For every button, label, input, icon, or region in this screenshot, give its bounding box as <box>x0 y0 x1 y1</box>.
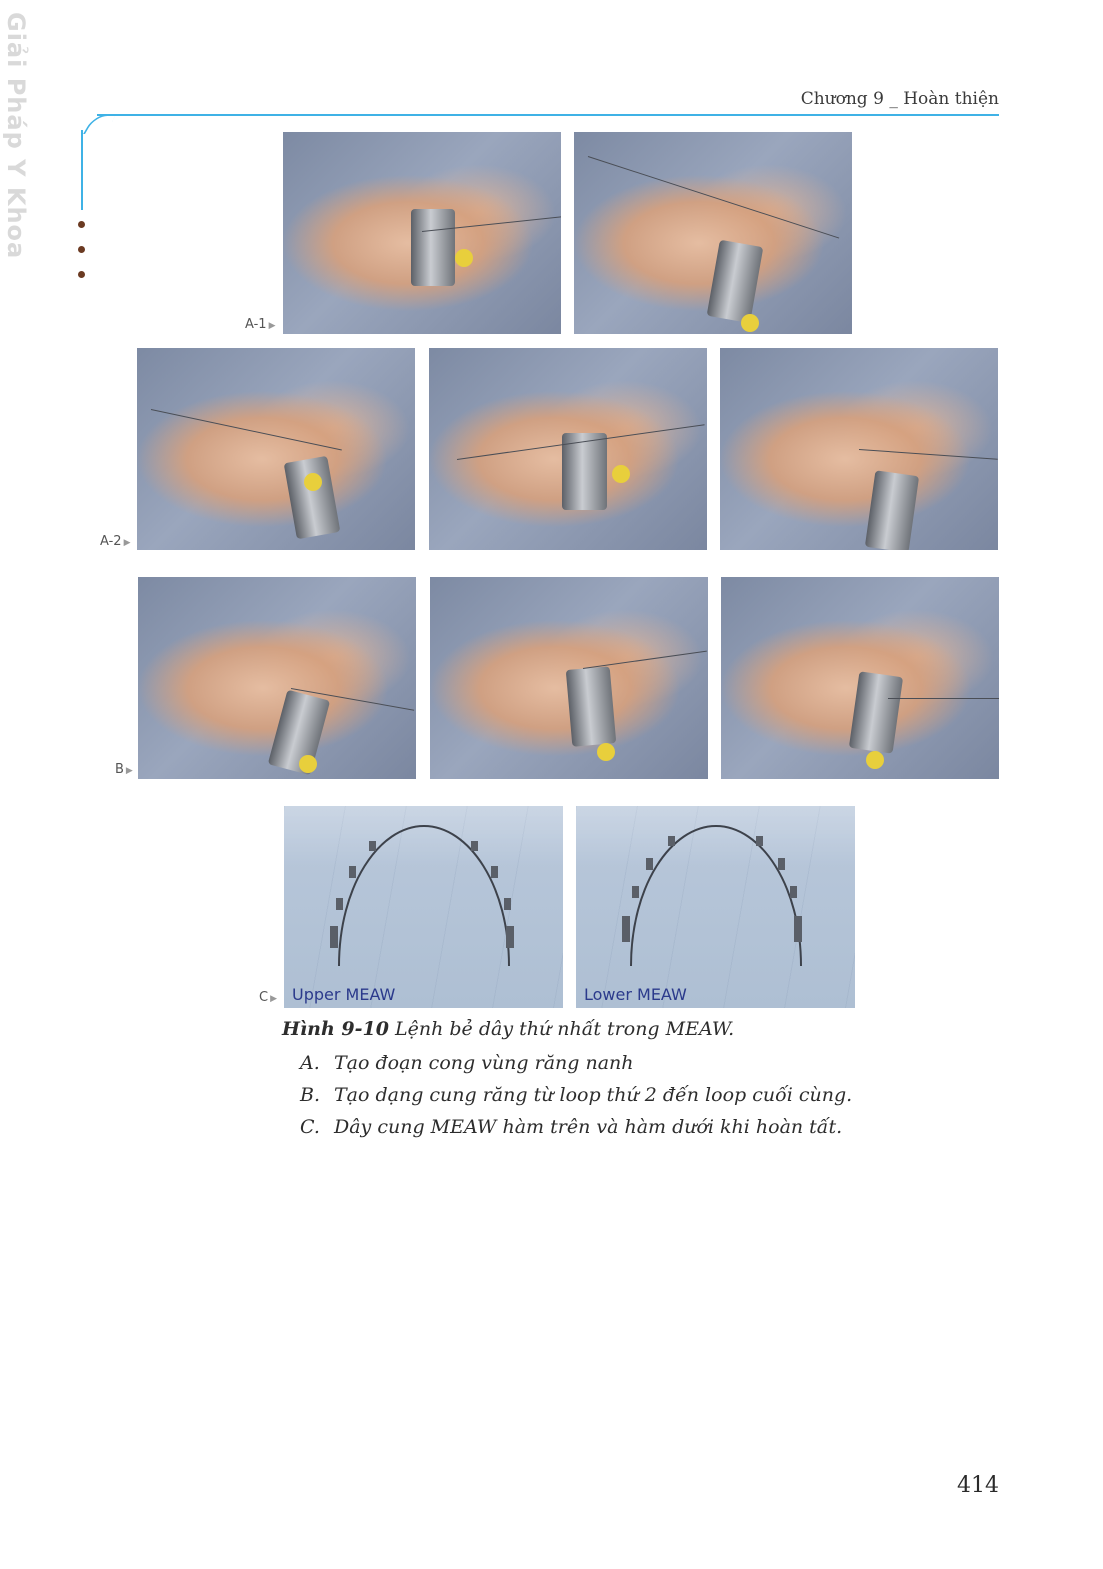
caption-item-b: B. Tạo dạng cung răng từ loop thứ 2 đến loop cuối cùng. <box>300 1084 853 1106</box>
figure-number: Hình 9-10 <box>282 1018 389 1040</box>
margin-rule <box>81 130 83 210</box>
photo-a2-2 <box>429 348 707 550</box>
arch-label-upper: Upper MEAW <box>292 985 396 1004</box>
figure-title: Lệnh bẻ dây thứ nhất trong MEAW. <box>395 1018 735 1040</box>
margin-bullet <box>78 271 85 278</box>
photo-b-1 <box>138 577 416 779</box>
arch-photo-upper <box>284 806 563 1008</box>
photo-b-2 <box>430 577 708 779</box>
photo-a2-1 <box>137 348 415 550</box>
margin-bullet <box>78 221 85 228</box>
caption-item-c: C. Dây cung MEAW hàm trên và hàm dưới khi hoàn tất. <box>300 1116 843 1138</box>
row-label-a1: A-1 ▶ <box>245 317 276 332</box>
chapter-header: Chương 9 _ Hoàn thiện <box>800 89 999 109</box>
photo-a2-3 <box>720 348 998 550</box>
photo-b-3 <box>721 577 999 779</box>
header-rule <box>97 114 999 116</box>
photo-a1-2 <box>574 132 852 334</box>
row-label-b: B ▶ <box>115 762 133 777</box>
caption-item-a: A. Tạo đoạn cong vùng răng nanh <box>300 1052 634 1074</box>
row-label-a2: A-2 ▶ <box>100 534 131 549</box>
row-label-c: C ▶ <box>259 990 277 1005</box>
side-watermark: Giải Pháp Y Khoa <box>2 12 30 260</box>
arch-photo-lower <box>576 806 855 1008</box>
page-number: 414 <box>957 1473 999 1498</box>
lower-archwire-drawing <box>576 806 855 1008</box>
margin-bullet <box>78 246 85 253</box>
header-rule-corner <box>83 114 117 134</box>
arch-label-lower: Lower MEAW <box>584 985 687 1004</box>
figure-caption <box>282 1018 982 1040</box>
photo-a1-1 <box>283 132 561 334</box>
upper-archwire-drawing <box>284 806 563 1008</box>
